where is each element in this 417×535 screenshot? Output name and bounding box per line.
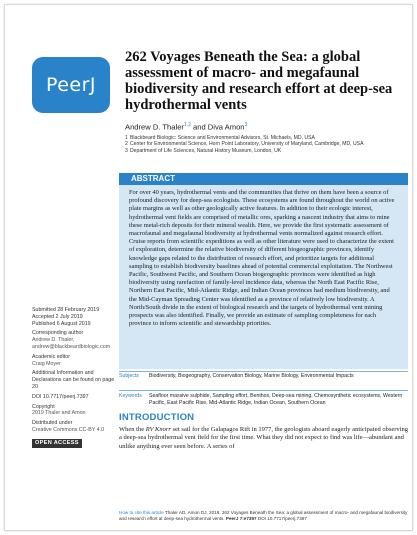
academic-editor-name: Craig Moyer — [32, 360, 61, 367]
copyright-block — [32, 404, 116, 418]
article-sidebar — [32, 307, 116, 448]
additional-info[interactable]: Additional Information and Declarations can be found on page 20 — [32, 370, 115, 390]
license-label: Distributed under — [32, 420, 73, 427]
corresponding-author-block — [32, 330, 116, 350]
intro-post: set sail for the Galapagos Rift in 1977, the geologists aboard eagerly anticipated observing a deep-sea hydrothermal vent field for the first time. What they did not expect to find was life—abundant and unlike anything ever seen before. A series of — [119, 426, 408, 450]
copyright-label: Copyright — [32, 403, 55, 410]
paper-page — [4, 4, 413, 531]
author-line — [125, 122, 247, 132]
doi-link[interactable]: DOI 10.7717/peerj.7397 — [32, 393, 89, 400]
corresponding-author-label: Corresponding author — [32, 330, 84, 337]
author-amon-affil: 3 — [244, 122, 248, 128]
subjects-row — [119, 372, 408, 380]
article-title: 262 Voyages Beneath the Sea: a global assessment of macro- and megafaunal biodiversity and research effort at deep-sea hydrothermal vents — [125, 49, 393, 113]
dates-block — [32, 307, 116, 327]
abstract-body: For over 40 years, hydrothermal vents and the communities that thrive on them have been a source of profound discovery for deep-sea ecologists. These ecosystems are found throughout the world on active plate margins as well as other geologically active features. In addition to their ecologic interest, hydrothermal vent fields are comprised of metallic ores, sparking a nascent industry that aims to mine these metal-rich deposits for their mineral wealth. Here, we provide the first systematic assessment of macrofaunal and megafaunal biodiversity at hydrothermal vents normalized against research effort. Cruise reports from scientific expeditions as well as other literature were used to characterize the extent of exploration, determine the relative biodiversity of different biogeographic provinces, identify knowledge gaps related to the distribution of research effort, and prioritize targets for additional sampling to establish biodiversity baselines ahead of potential commercial exploitation. The Northwest Pacific, Southwest Pacific, and Southern Ocean biogeographic provinces were identified as high biodiversity using rarefaction of family-level incidence data, whereas the North East Pacific Rise, Northern East Pacific, Mid-Atlantic Ridge, and Indian Ocean provinces had medium biodiversity, and the Mid-Cayman Spreading Center was identified as a province of relatively low biodiversity. A North/South divide in the extent of biological research and the targets of hydrothermal vent mining prospects was also identified. Finally, we provide an estimate of sampling completeness for each province to inform scientific and stewardship priorities. — [129, 189, 395, 328]
affiliation-text: Department of Life Sciences, Natural History Museum, London, UK — [130, 147, 282, 154]
corresponding-author-name: Andrew D. Thaler, — [32, 337, 75, 344]
peerj-logo[interactable] — [32, 57, 110, 113]
keywords-row — [119, 390, 408, 406]
academic-editor-label: Academic editor — [32, 353, 70, 360]
author-amon[interactable]: Diva Amon — [207, 122, 245, 132]
corresponding-author-email[interactable]: andrew@blackbeardbiologic.com — [32, 343, 111, 350]
affiliation-text: Center for Environmental Science, Horn Point Laboratory, University of Maryland, Cambridge, MD, USA — [130, 141, 364, 148]
keywords-label: Keywords — [119, 393, 142, 399]
citation-footer — [119, 510, 408, 522]
affiliation-text: Blackbeard Biologic: Science and Environmental Advisors, St. Michaels, MD, USA — [130, 135, 315, 141]
abstract-heading: ABSTRACT — [119, 173, 408, 185]
logo-text: PeerJ — [45, 74, 97, 96]
author-thaler-affil: 1,2 — [183, 122, 191, 128]
affiliation-number: 3 — [125, 147, 128, 154]
ship-name: RV Knorr — [145, 426, 171, 433]
cite-text: Thaler AD, Amon DJ. 2019. 262 Voyages Beneath the Sea: a global assessment of macro- and megafaunal biodiversity and research effort at deep-sea hydrothermal vents. — [119, 510, 408, 521]
license-value[interactable]: Creative Commons CC-BY 4.0 — [32, 426, 105, 433]
accepted-date: Accepted 2 July 2019 — [32, 313, 83, 320]
intro-pre: When the — [119, 426, 146, 433]
affiliation-number: 2 — [125, 141, 128, 148]
abstract-box — [119, 173, 408, 369]
introduction-heading: INTRODUCTION — [119, 412, 195, 423]
affiliations — [125, 135, 395, 154]
affiliation-number: 1 — [125, 135, 128, 141]
open-access-badge: OPEN ACCESS — [32, 439, 82, 448]
affiliation-3 — [125, 148, 395, 154]
published-date: Published 6 August 2019 — [32, 320, 91, 327]
submitted-date: Submitted 28 February 2019 — [32, 307, 100, 313]
subjects-value[interactable]: Biodiversity, Biogeography, Conservation Biology, Marine Biology, Environmental Impacts — [149, 373, 354, 379]
keywords-value: Seafloor massive sulphide, Sampling effort, Benthos, Deep-sea mining, Chemosynthetic ecosystems, Western Pacific, East Pacific Rise, Mid-Atlantic Ridge, Indian Ocean, Southern Ocean — [149, 393, 403, 406]
cite-label[interactable]: How to cite this article — [119, 510, 164, 515]
subjects-label: Subjects — [119, 373, 139, 379]
author-thaler[interactable]: Andrew D. Thaler — [125, 122, 184, 132]
author-joiner: and — [190, 122, 208, 132]
license-block — [32, 420, 116, 434]
introduction-body — [119, 426, 408, 451]
cite-journal: PeerJ 7:e7397 — [225, 515, 257, 521]
academic-editor-block — [32, 354, 116, 368]
copyright-value: 2019 Thaler and Amon — [32, 410, 86, 417]
cite-doi[interactable]: DOI 10.7717/peerj.7397 — [256, 515, 307, 521]
